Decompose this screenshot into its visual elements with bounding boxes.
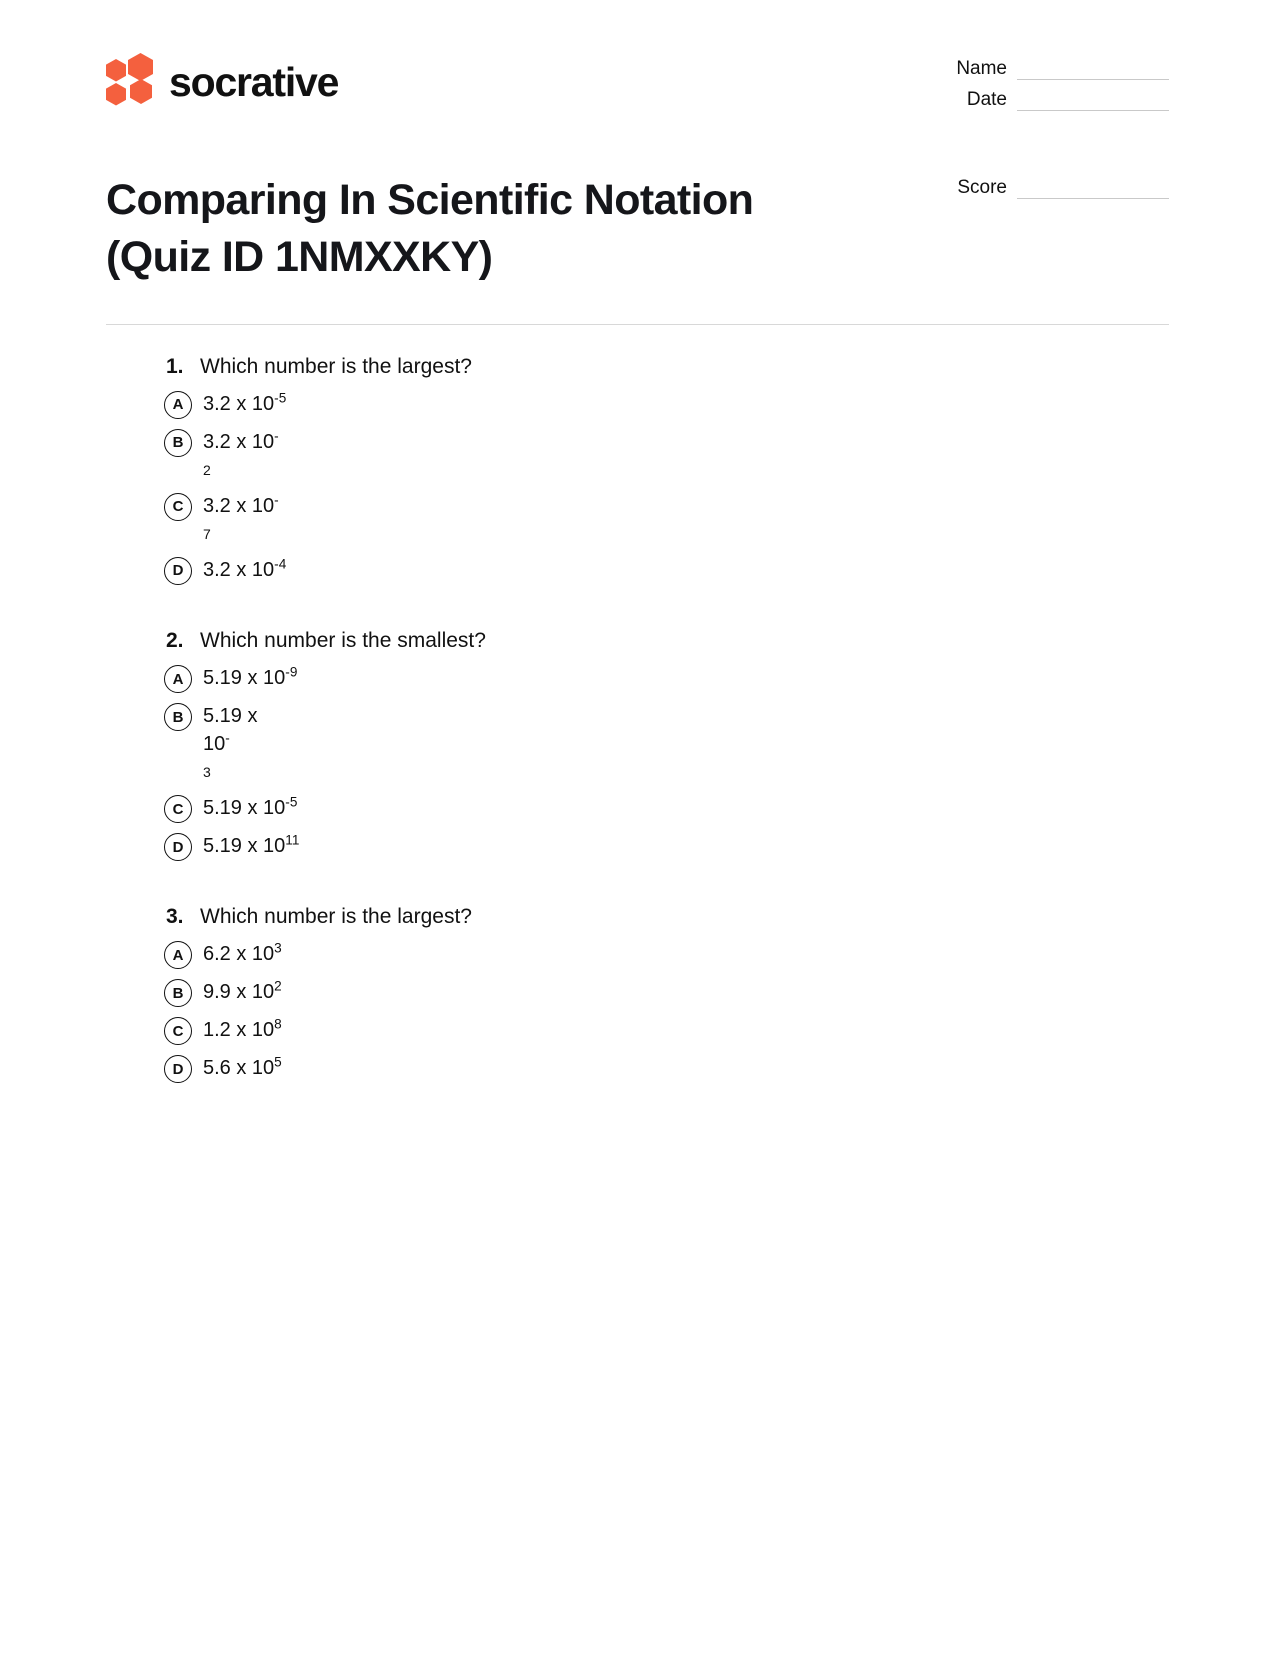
option-letter-bubble[interactable]: B bbox=[164, 979, 192, 1007]
question-number: 2. bbox=[166, 628, 184, 652]
option-text bbox=[203, 978, 282, 1006]
page-header bbox=[106, 0, 1169, 198]
option-exponent-continuation: 7 bbox=[203, 525, 211, 542]
option-text bbox=[203, 664, 297, 692]
name-field-row bbox=[929, 58, 1169, 80]
option-exponent: - bbox=[225, 730, 230, 746]
question-header bbox=[166, 353, 1169, 380]
option-exponent: 11 bbox=[285, 832, 300, 848]
option-text bbox=[203, 428, 289, 483]
option-text bbox=[203, 556, 286, 584]
question-number: 1. bbox=[166, 354, 184, 378]
question-text: Which number is the largest? bbox=[200, 354, 472, 378]
question-item bbox=[106, 903, 1169, 1083]
page-title: Comparing In Scientific Notation (Quiz ID 1NMXXKY) bbox=[106, 176, 754, 281]
option-exponent: 8 bbox=[274, 1016, 282, 1032]
option-letter-bubble[interactable]: A bbox=[164, 941, 192, 969]
option-mantissa: 1.2 x 10 bbox=[203, 1019, 275, 1042]
option-text bbox=[203, 702, 289, 785]
option-mantissa: 3.2 x 10 bbox=[203, 392, 275, 415]
option-letter-bubble[interactable]: A bbox=[164, 665, 192, 693]
answer-option[interactable] bbox=[164, 428, 1169, 483]
option-mantissa: 5.19 x 10 bbox=[203, 835, 286, 858]
question-item bbox=[106, 627, 1169, 861]
hexagon-icon bbox=[130, 79, 152, 104]
name-field-line[interactable] bbox=[1017, 60, 1169, 80]
option-mantissa: 5.6 x 10 bbox=[203, 1057, 275, 1080]
socrative-hexagon-logo-icon bbox=[106, 58, 154, 106]
date-field-line[interactable] bbox=[1017, 91, 1169, 111]
title-block bbox=[106, 146, 851, 286]
option-mantissa: 3.2 x 10 bbox=[203, 430, 275, 453]
option-mantissa: 9.9 x 10 bbox=[203, 981, 275, 1004]
option-mantissa: 5.19 x 10 bbox=[203, 667, 286, 690]
option-text bbox=[203, 492, 289, 547]
hexagon-icon bbox=[106, 59, 126, 82]
option-letter-bubble[interactable]: D bbox=[164, 833, 192, 861]
name-field-label: Name bbox=[956, 58, 1007, 79]
question-header bbox=[166, 627, 1169, 654]
answer-options bbox=[164, 940, 1169, 1083]
question-text: Which number is the largest? bbox=[200, 905, 472, 929]
option-text bbox=[203, 794, 297, 822]
option-text bbox=[203, 1054, 282, 1082]
option-exponent: 3 bbox=[274, 940, 282, 956]
option-letter-bubble[interactable]: C bbox=[164, 493, 192, 521]
option-mantissa: 3.2 x 10 bbox=[203, 558, 275, 581]
option-letter-bubble[interactable]: C bbox=[164, 795, 192, 823]
answer-options bbox=[164, 390, 1169, 585]
option-mantissa: 6.2 x 10 bbox=[203, 943, 275, 966]
option-exponent: -4 bbox=[274, 556, 287, 572]
answer-option[interactable] bbox=[164, 940, 1169, 969]
questions-list bbox=[106, 325, 1169, 1084]
answer-option[interactable] bbox=[164, 832, 1169, 861]
option-mantissa: 5.19 x 10 bbox=[203, 705, 258, 756]
option-exponent-continuation: 3 bbox=[203, 764, 211, 781]
answer-option[interactable] bbox=[164, 978, 1169, 1007]
question-item bbox=[106, 353, 1169, 585]
option-text bbox=[203, 832, 299, 860]
answer-option[interactable] bbox=[164, 556, 1169, 585]
student-info-fields bbox=[929, 58, 1169, 208]
option-letter-bubble[interactable]: A bbox=[164, 391, 192, 419]
question-number: 3. bbox=[166, 905, 184, 929]
option-letter-bubble[interactable]: B bbox=[164, 429, 192, 457]
answer-option[interactable] bbox=[164, 664, 1169, 693]
answer-option[interactable] bbox=[164, 1054, 1169, 1083]
score-field-label: Score bbox=[957, 177, 1007, 198]
question-text: Which number is the smallest? bbox=[200, 628, 486, 652]
option-exponent: -5 bbox=[285, 794, 298, 810]
option-exponent-continuation: 2 bbox=[203, 461, 211, 478]
option-text bbox=[203, 1016, 282, 1044]
option-exponent: - bbox=[274, 492, 279, 508]
option-letter-bubble[interactable]: D bbox=[164, 1055, 192, 1083]
answer-option[interactable] bbox=[164, 794, 1169, 823]
option-exponent: 2 bbox=[274, 978, 282, 994]
socrative-logo bbox=[106, 58, 338, 106]
brand-wordmark: socrative bbox=[169, 58, 339, 105]
option-exponent: -5 bbox=[274, 390, 287, 406]
date-field-label: Date bbox=[966, 89, 1007, 110]
score-field-line[interactable] bbox=[1017, 179, 1169, 199]
option-exponent: - bbox=[274, 428, 279, 444]
option-text bbox=[203, 390, 286, 418]
answer-option[interactable] bbox=[164, 702, 1169, 785]
option-letter-bubble[interactable]: C bbox=[164, 1017, 192, 1045]
answer-option[interactable] bbox=[164, 390, 1169, 419]
hexagon-icon bbox=[106, 83, 126, 106]
option-letter-bubble[interactable]: D bbox=[164, 557, 192, 585]
answer-option[interactable] bbox=[164, 1016, 1169, 1045]
option-exponent: -9 bbox=[285, 664, 298, 680]
option-mantissa: 5.19 x 10 bbox=[203, 797, 286, 820]
option-mantissa: 3.2 x 10 bbox=[203, 494, 275, 517]
hexagon-icon bbox=[128, 53, 153, 81]
option-exponent: 5 bbox=[274, 1054, 282, 1070]
option-text bbox=[203, 940, 282, 968]
answer-option[interactable] bbox=[164, 492, 1169, 547]
date-field-row bbox=[929, 89, 1169, 111]
question-header bbox=[166, 903, 1169, 930]
score-field-row bbox=[929, 177, 1169, 199]
option-letter-bubble[interactable]: B bbox=[164, 703, 192, 731]
answer-options bbox=[164, 664, 1169, 861]
